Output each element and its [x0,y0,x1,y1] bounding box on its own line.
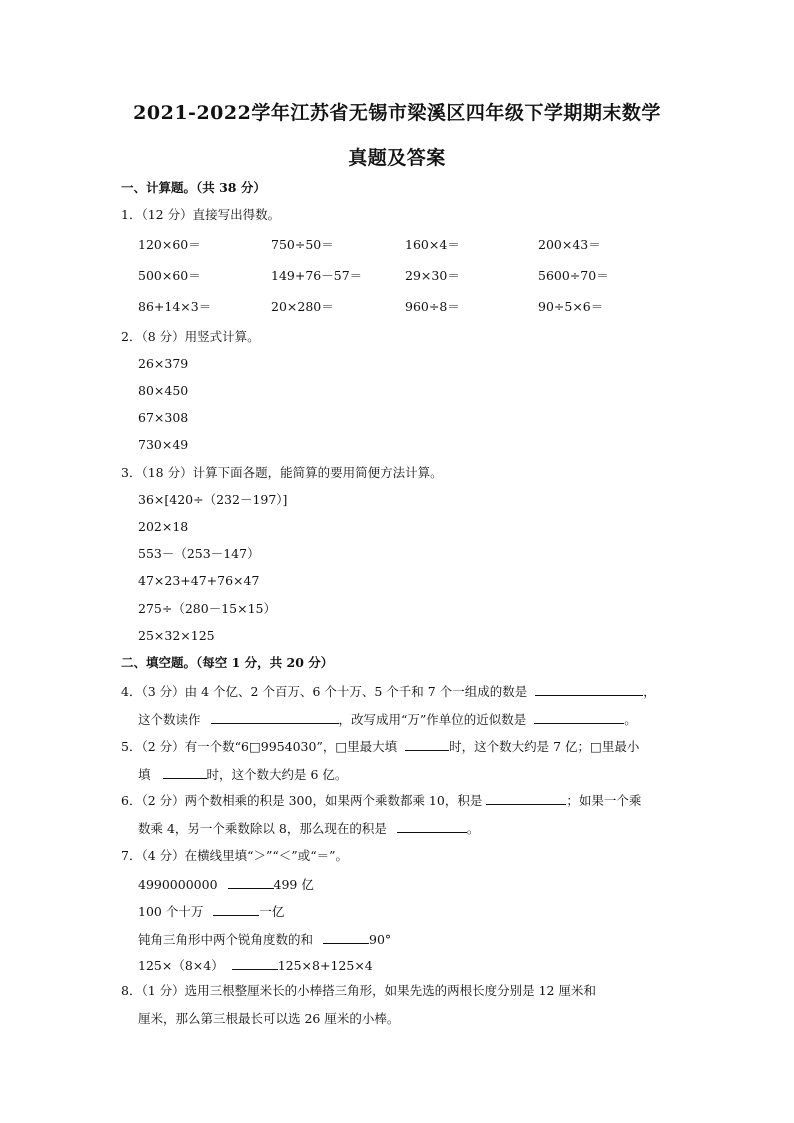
q3-item: 553－（253－147） [138,546,260,561]
q5-min-blank[interactable] [163,766,207,779]
q7-left: 125×（8×4） [138,958,224,973]
document-title-line1: 2021-2022学年江苏省无锡市梁溪区四年级下学期期末数学 [133,102,661,124]
q1-item: 160×4＝ [405,237,460,252]
q5-max-blank[interactable] [405,738,449,751]
q5-text: 填 [138,767,151,782]
q5-text: 5．（2 分）有一个数“6□9954030”，□里最大填 [121,739,398,754]
q3-item: 25×32×125 [138,628,215,643]
q3-item: 202×18 [138,519,189,534]
q4-text: ，改写成用“万”作单位的近似数是 [338,712,527,727]
q7-right: 一亿 [259,904,285,919]
q7-item [138,876,314,893]
q2-item: 80×450 [138,383,189,398]
q7-right: 90° [369,932,392,947]
q4-reading-blank[interactable] [211,711,339,724]
q5-line1 [121,738,639,755]
q7-right: 499 亿 [273,877,314,892]
q7-left: 4990000000 [138,877,218,892]
q6-punct: 。 [466,821,480,836]
q2-item: 67×308 [138,410,189,425]
q6-line2 [138,820,479,837]
q4-punct: ， [643,684,656,699]
q3-prompt: 3．（18 分）计算下面各题，能简算的要用简便方法计算。 [121,465,443,480]
q1-item: 29×30＝ [405,268,460,283]
q7-compare-blank[interactable] [228,876,274,889]
q8-line1: 8．（1 分）选用三根整厘米长的小棒搭三角形，如果先选的两根长度分别是 12 厘米和 [121,983,596,998]
q4-punct: 。 [624,712,637,727]
q6-text: 数乘 4，另一个乘数除以 8，那么现在的积是 [138,821,387,836]
q7-compare-blank[interactable] [323,931,369,944]
q4-answer-blank[interactable] [535,683,643,696]
q3-item: 47×23+47+76×47 [138,573,260,588]
q1-item: 20×280＝ [271,299,334,314]
q4-text: 这个数读作 [138,712,201,727]
q1-item: 200×43＝ [538,237,601,252]
q4-text: 4．（3 分）由 4 个亿、2 个百万、6 个十万、5 个千和 7 个一组成的数是 [121,684,528,699]
q6-product-blank[interactable] [486,792,566,805]
section1-heading: 一、计算题。（共 38 分） [121,180,266,195]
q5-text: 时，这个数大约是 7 亿；□里最小 [449,739,640,754]
q1-item: 500×60＝ [138,268,201,283]
q7-item [138,903,284,920]
q6-text: ；如果一个乘 [566,793,642,808]
q1-item: 149+76－57＝ [271,268,363,283]
section2-heading: 二、填空题。（每空 1 分，共 20 分） [121,655,334,670]
q6-line1 [121,792,641,809]
document-title-line2: 真题及答案 [348,147,446,169]
q1-item: 120×60＝ [138,237,201,252]
q2-prompt: 2．（8 分）用竖式计算。 [121,329,260,344]
q1-item: 960÷8＝ [405,299,460,314]
q7-prompt: 7．（4 分）在横线里填“＞”“＜”或“＝”。 [121,848,348,863]
q4-approx-blank[interactable] [534,711,624,724]
q2-item: 26×379 [138,356,189,371]
q7-item [138,957,373,974]
q1-item: 750÷50＝ [271,237,334,252]
q1-item: 5600÷70＝ [538,268,609,283]
q6-result-blank[interactable] [397,820,467,833]
q3-item: 275÷（280－15×15） [138,601,276,616]
q7-compare-blank[interactable] [213,903,259,916]
q7-right: 125×8+125×4 [277,958,373,973]
q4-line1 [121,683,656,700]
q3-item: 36×[420÷（232－197）] [138,492,288,507]
q7-left: 100 个十万 [138,904,204,919]
q1-prompt: 1．（12 分）直接写出得数。 [121,207,281,222]
q2-item: 730×49 [138,437,189,452]
q6-text: 6．（2 分）两个数相乘的积是 300，如果两个乘数都乘 10，积是 [121,793,483,808]
q7-left: 钝角三角形中两个锐角度数的和 [138,932,314,947]
q1-item: 86+14×3＝ [138,299,212,314]
q5-line2 [138,766,347,783]
q7-item [138,931,391,948]
q8-line2: 厘米，那么第三根最长可以选 26 厘米的小棒。 [138,1011,400,1026]
q5-text: 时，这个数大约是 6 亿。 [206,767,348,782]
q1-item: 90÷5×6＝ [538,299,604,314]
q7-compare-blank[interactable] [232,957,278,970]
q4-line2 [138,711,637,728]
